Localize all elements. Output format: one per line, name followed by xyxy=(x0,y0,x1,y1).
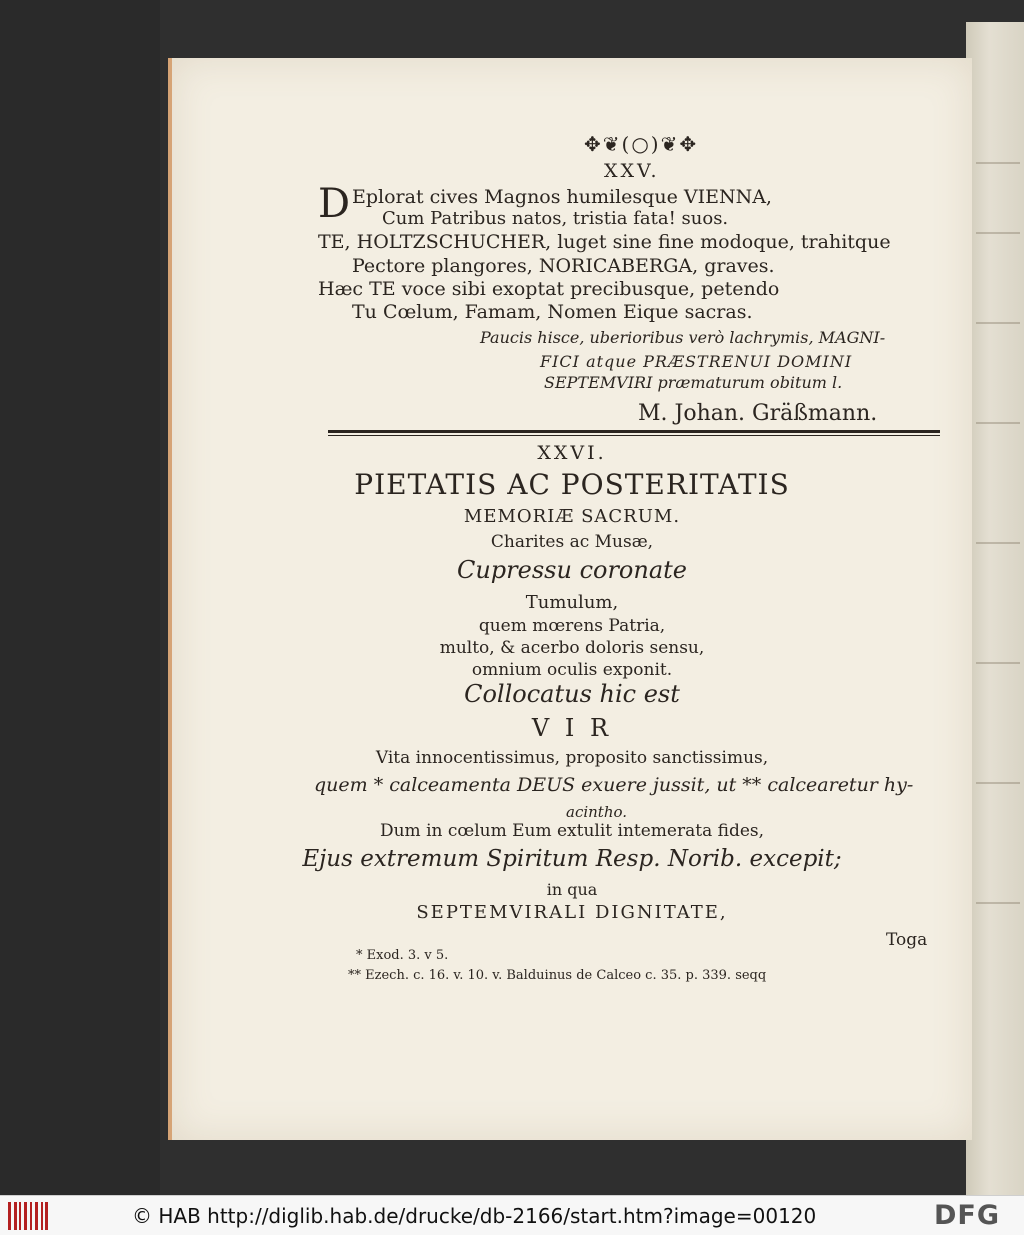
inscription-line: Ejus extremum Spiritum Resp. Norib. excepit; xyxy=(302,846,842,872)
inscription-subtitle: MEMORIÆ SACRUM. xyxy=(463,506,681,527)
dfg-logo: DFG xyxy=(934,1200,1001,1231)
author-signature: M. Johan. Gräßmann. xyxy=(638,401,878,426)
inscription-line: Vita innocentissimus, proposito sanctissimus, xyxy=(375,748,769,768)
verse-line: TE, HOLTZSCHUCHER, luget sine fine modoque, trahitque xyxy=(318,231,891,253)
verse-line: Cum Patribus natos, tristia fata! suos. xyxy=(382,208,729,229)
book-page xyxy=(168,58,972,1140)
barcode-icon xyxy=(8,1202,48,1230)
inscription-line: acintho. xyxy=(566,803,628,821)
inscription-title: PIETATIS AC POSTERITATIS xyxy=(354,468,790,501)
inscription-line: Dum in cœlum Eum extulit intemerata fides, xyxy=(379,821,765,841)
inscription-line: in qua xyxy=(546,880,598,899)
dedication-line: SEPTEMVIRI præmaturum obitum l. xyxy=(544,373,843,392)
section-divider-thin xyxy=(328,435,940,436)
verse-line: Hæc TE voce sibi exoptat precibusque, petendo xyxy=(318,278,780,300)
verse-line: Tu Cœlum, Famam, Nomen Eique sacras. xyxy=(352,301,753,323)
ornament-headpiece: ✥❦(○)❦✥ xyxy=(584,132,699,156)
catchword: Toga xyxy=(886,930,928,950)
inscription-line: V I R xyxy=(531,714,613,742)
section-heading-xxvi: XXVI. xyxy=(537,442,607,464)
dedication-line: Paucis hisce, uberioribus verò lachrymis, MAGNI- xyxy=(480,328,886,347)
scan-background-left xyxy=(0,0,160,1195)
footnote: ** Ezech. c. 16. v. 10. v. Balduinus de Calceo c. 35. p. 339. seqq xyxy=(348,968,767,983)
viewer-footer xyxy=(0,1195,1024,1235)
inscription-line: multo, & acerbo doloris sensu, xyxy=(439,638,705,658)
inscription-line: Collocatus hic est xyxy=(464,680,680,708)
inscription-line: quem mœrens Patria, xyxy=(478,616,666,636)
inscription-line: Tumulum, xyxy=(525,592,619,613)
inscription-line: Charites ac Musæ, xyxy=(490,532,654,552)
inscription-line: Cupressu coronate xyxy=(456,556,687,584)
section-divider xyxy=(328,430,940,433)
dedication-line: FICI atque PRÆSTRENUI DOMINI xyxy=(540,352,853,371)
section-heading-xxv: XXV. xyxy=(604,160,660,182)
adjacent-page-edge xyxy=(966,22,1024,1195)
inscription-line: quem * calceamenta DEUS exuere jussit, ut ** calcearetur hy- xyxy=(314,774,914,796)
inscription-line: SEPTEMVIRALI DIGNITATE, xyxy=(416,902,728,923)
inscription-line: omnium oculis exponit. xyxy=(471,660,673,680)
drop-capital: D xyxy=(318,181,351,227)
copyright-link[interactable]: © HAB http://diglib.hab.de/drucke/db-2166/start.htm?image=00120 xyxy=(132,1204,817,1228)
verse-line: Pectore plangores, NORICABERGA, graves. xyxy=(352,255,775,277)
verse-line: Eplorat cives Magnos humilesque VIENNA, xyxy=(352,186,772,208)
footnote: * Exod. 3. v 5. xyxy=(356,948,449,963)
